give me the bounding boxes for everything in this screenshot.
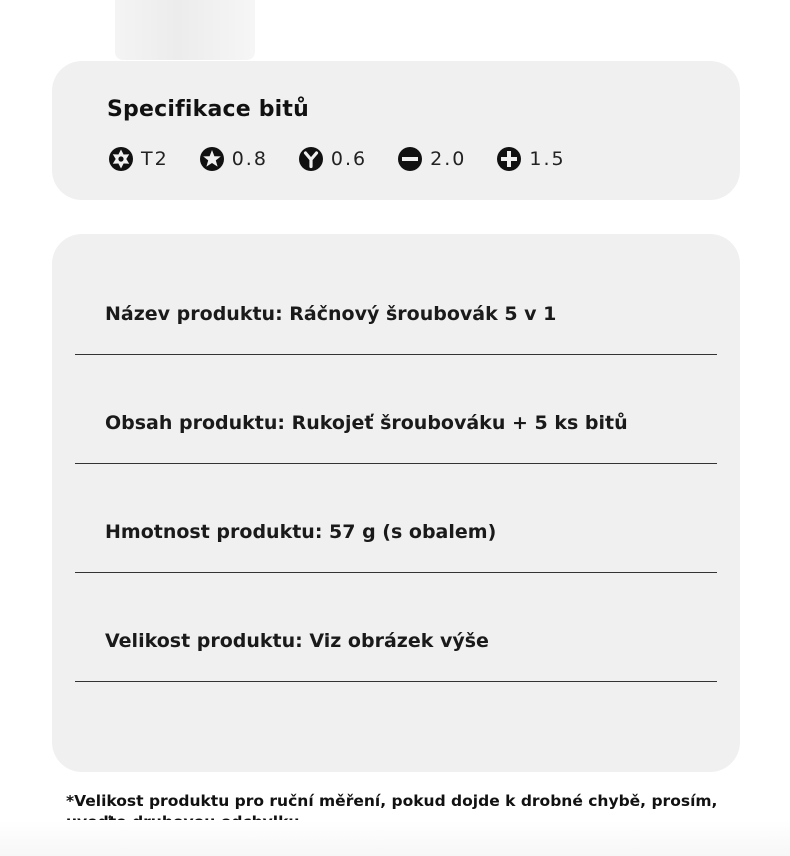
product-name-text: Název produktu: Ráčnový šroubovák 5 v 1 [105, 303, 557, 325]
bit-size-flathead: 2.0 [430, 148, 467, 170]
flathead-bit-icon [397, 146, 423, 172]
bit-item-torx [108, 146, 169, 172]
bit-item-pentalobe [199, 146, 268, 172]
measurement-footnote: *Velikost produktu pro ruční měření, pokud dojde k drobné chybě, prosím, [66, 792, 718, 810]
product-weight-text: Hmotnost produktu: 57 g (s obalem) [105, 521, 497, 543]
tri-wing-bit-icon [298, 146, 324, 172]
torx-security-bit-icon [108, 146, 134, 172]
bit-size-torx: T2 [141, 148, 169, 170]
info-row-weight [75, 463, 717, 573]
phillips-bit-icon [496, 146, 522, 172]
bottom-fade [0, 820, 790, 856]
spec-title: Specifikace bitů [107, 97, 309, 122]
product-image-shadow [115, 0, 255, 60]
bit-item-flathead [397, 146, 466, 172]
bit-item-phillips [496, 146, 565, 172]
bit-list [108, 146, 566, 172]
product-contents-text: Obsah produktu: Rukojeť šroubováku + 5 ks bitů [105, 412, 628, 434]
info-row-size [75, 572, 717, 682]
product-info-card [52, 234, 740, 772]
pentalobe-bit-icon [199, 146, 225, 172]
info-row-contents [75, 354, 717, 464]
bit-item-tri-wing [298, 146, 367, 172]
bit-size-tri-wing: 0.6 [330, 148, 368, 170]
product-size-text: Velikost produktu: Viz obrázek výše [105, 630, 489, 652]
bit-specification-card [52, 61, 740, 200]
info-row-name [75, 245, 717, 355]
bit-size-pentalobe: 0.8 [231, 148, 268, 170]
bit-size-phillips: 1.5 [529, 148, 566, 170]
